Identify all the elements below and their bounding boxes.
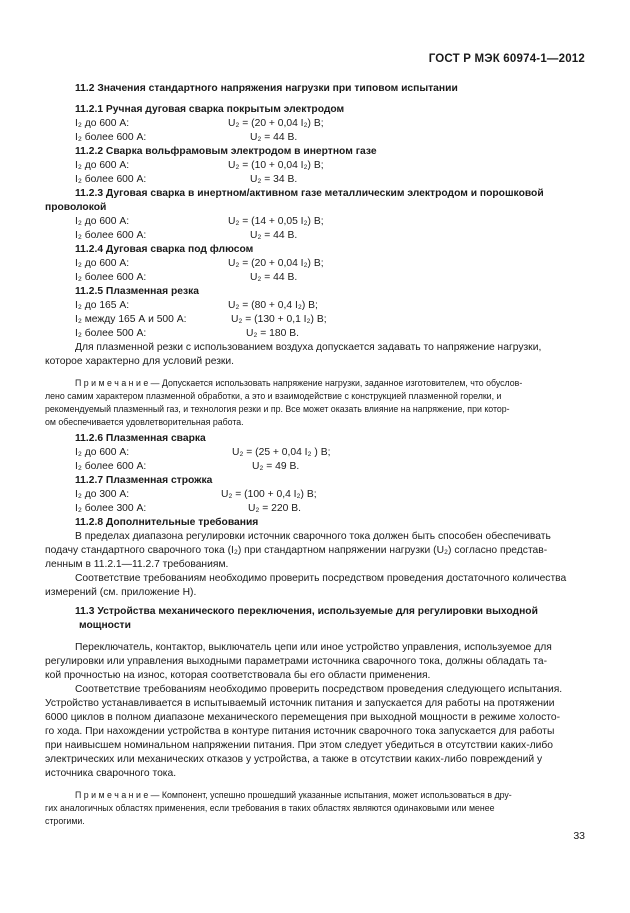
body-text: I₂ до 600 А:	[75, 160, 130, 171]
body-text: Устройство устанавливается в испытываемый источник питания и запускается для работы на протяжении	[45, 698, 555, 709]
body-text: U₂ = 44 В.	[250, 132, 298, 143]
note-text: П р и м е ч а н и е — Компонент, успешно прошедший указанные испытания, может использоваться в дру-	[75, 790, 512, 800]
body-text: Соответствие требованиям необходимо проверить посредством проведения достаточного количества	[75, 573, 567, 584]
document-header: ГОСТ Р МЭК 60974-1—2012	[428, 53, 585, 65]
body-text: I₂ до 165 А:	[75, 300, 130, 311]
body-text: I₂ более 600 А:	[75, 132, 147, 143]
section-heading: 11.2.6 Плазменная сварка	[75, 433, 206, 444]
body-text: кой прочностью на износ, которая соответствовала бы его области применения.	[45, 670, 431, 681]
body-text: U₂ = 44 В.	[250, 272, 298, 283]
section-heading: мощности	[79, 620, 131, 631]
body-text: при наивысшем номинальном напряжении питания. При этом следует убедиться в отсутствии каких-либо	[45, 740, 554, 751]
body-text: I₂ до 600 А:	[75, 216, 130, 227]
page-number: 33	[573, 830, 585, 842]
body-text: I₂ до 300 А:	[75, 489, 130, 500]
body-text: I₂ до 600 А:	[75, 447, 130, 458]
body-text: измерений (см. приложение Н).	[45, 587, 197, 598]
body-text: ленным в 11.2.1—11.2.7 требованиям.	[45, 559, 229, 570]
body-text: U₂ = (25 + 0,04 I₂ ) В;	[232, 447, 331, 458]
section-heading: 11.2.1 Ручная дуговая сварка покрытым электродом	[75, 104, 345, 115]
body-text: I₂ более 600 А:	[75, 461, 147, 472]
body-text: I₂ более 500 А:	[75, 328, 147, 339]
body-text: U₂ = (80 + 0,4 I₂) В;	[228, 300, 318, 311]
body-text: U₂ = 180 В.	[246, 328, 299, 339]
body-text: электрических или механических отказов у устройства, а также в отсутствии каких-либо повреждений у	[45, 754, 543, 765]
body-text: I₂ между 165 А и 500 А:	[75, 314, 187, 325]
body-text: U₂ = 49 В.	[252, 461, 300, 472]
note-text: рекомендуемый плазменный газ, и технология резки и пр. Все может оказать влияние на напряжение, при котор-	[45, 404, 510, 414]
note-text: гих аналогичных областях применения, если требования в таких областях являются одинаковыми или менее	[45, 803, 495, 813]
body-text: U₂ = 44 В.	[250, 230, 298, 241]
section-heading: 11.3 Устройства механического переключения, используемые для регулировки выходной	[75, 606, 538, 617]
body-text: U₂ = 34 В.	[250, 174, 298, 185]
body-text: Переключатель, контактор, выключатель цепи или иное устройство управления, используемое для	[75, 642, 552, 653]
body-text: U₂ = (100 + 0,4 I₂) В;	[221, 489, 317, 500]
section-heading: 11.2.5 Плазменная резка	[75, 286, 199, 297]
body-text: U₂ = (14 + 0,05 I₂) В;	[228, 216, 324, 227]
body-text: Для плазменной резки с использованием воздуха допускается задавать то напряжение нагрузки,	[75, 342, 542, 353]
section-heading: 11.2.4 Дуговая сварка под флюсом	[75, 244, 254, 255]
section-heading: 11.2.3 Дуговая сварка в инертном/активном газе металлическим электродом и порошковой	[75, 188, 544, 199]
note-text: строгими.	[45, 816, 85, 826]
body-text: 6000 циклов в полном диапазоне механического перемещения при выходной мощности в режиме холосто-	[45, 712, 561, 723]
section-heading: 11.2.8 Дополнительные требования	[75, 517, 259, 528]
body-text: подачу стандартного сварочного тока (I₂) при стандартном напряжении нагрузки (U₂) согласно представ-	[45, 545, 548, 556]
note-text: лено самим характером плазменной обработки, а это и взаимодействие с конструкцией плазменной горелки, и	[45, 391, 502, 401]
body-text: U₂ = (130 + 0,1 I₂) В;	[231, 314, 327, 325]
body-text: источника сварочного тока.	[45, 768, 177, 779]
section-heading: проволокой	[45, 202, 107, 213]
body-text: I₂ более 600 А:	[75, 230, 147, 241]
body-text: U₂ = 220 В.	[248, 503, 301, 514]
body-text: I₂ более 600 А:	[75, 174, 147, 185]
body-text: Соответствие требованиям необходимо проверить посредством проведения следующего испытания.	[75, 684, 563, 695]
body-text: I₂ до 600 А:	[75, 118, 130, 129]
note-text: П р и м е ч а н и е — Допускается использовать напряжение нагрузки, заданное изготовителем, что обуслов-	[75, 378, 523, 388]
body-text: U₂ = (20 + 0,04 I₂) В;	[228, 118, 324, 129]
body-text: В пределах диапазона регулировки источник сварочного тока должен быть способен обеспечивать	[75, 531, 551, 542]
section-heading: 11.2.7 Плазменная строжка	[75, 475, 213, 486]
section-heading: 11.2 Значения стандартного напряжения нагрузки при типовом испытании	[75, 83, 458, 94]
section-heading: 11.2.2 Сварка вольфрамовым электродом в инертном газе	[75, 146, 377, 157]
note-text: ом обеспечивается удовлетворительная работа.	[45, 417, 244, 427]
body-text: I₂ более 300 А:	[75, 503, 147, 514]
body-text: I₂ более 600 А:	[75, 272, 147, 283]
body-text: го хода. При нахождении устройства в контуре питания источник сварочного тока запускается для работы	[45, 726, 555, 737]
body-text: U₂ = (20 + 0,04 I₂) В;	[228, 258, 324, 269]
body-text: I₂ до 600 А:	[75, 258, 130, 269]
body-text: регулировки или управления выходными параметрами источника сварочного тока, должны обладать та-	[45, 656, 548, 667]
body-text: которое характерно для условий резки.	[45, 356, 235, 367]
body-text: U₂ = (10 + 0,04 I₂) В;	[228, 160, 324, 171]
